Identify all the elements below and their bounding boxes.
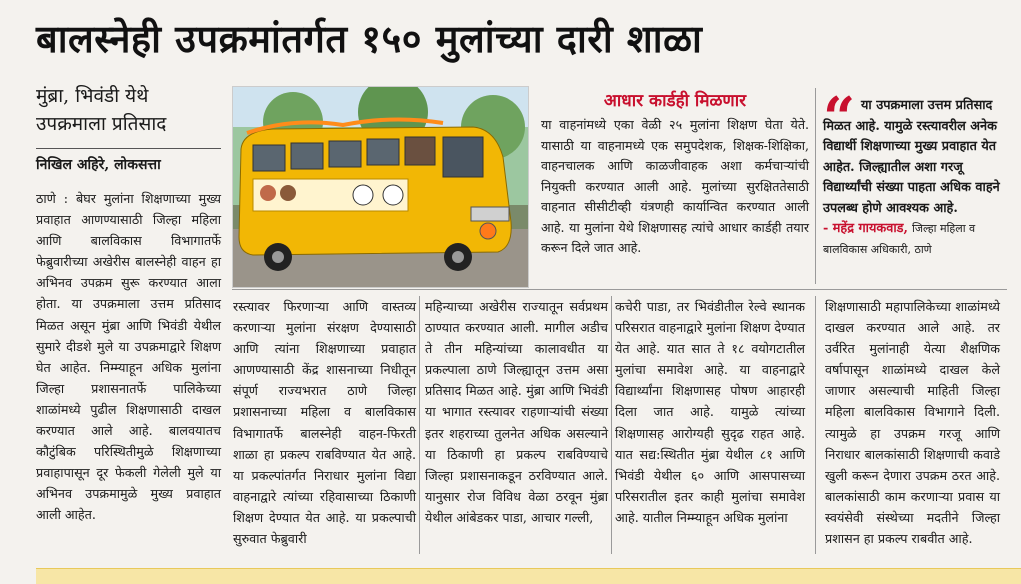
- bottom-strip: [36, 568, 1021, 584]
- byline: निखिल अहिरे, लोकसत्ता: [36, 157, 161, 173]
- pull-quote: [823, 85, 1003, 260]
- subheading: मुंब्रा, भिवंडी येथे उपक्रमाला प्रतिसाद: [36, 85, 167, 135]
- divider: [36, 148, 221, 149]
- sidebar-body: या वाहनांमध्ये एका वेळी २५ मुलांना शिक्षण घेता येते. यासाठी या वाहनामध्ये एक समुपदेशक, शिक्षक-शिक्षिका, वाहनचालक आणि काळजीवाहक अशा कर्मचाऱ्यांची नियुक्ती करण्यात आली आहे. मुलांच्या सुरक्षिततेसाठी वाहनात सीसीटीव्ही यंत्रणही कार्यान्वित करण्यात आली आहे. या मुलांना येथे शिक्षणासह त्यांचे आधार कार्डही तयार करून दिले जात आहे.: [541, 117, 809, 255]
- column-3-text: महिन्याच्या अखेरीस राज्यातून सर्वप्रथम ठाण्यात करण्यात आली. मागील अडीच ते तीन महिन्यांच्या कालावधीत या प्रकल्पाला ठाणे जिल्ह्यातून उत्तम असा प्रतिसाद मिळत आहे. मुंब्रा आणि भिवंडी या भागात रस्त्यावर राहणाऱ्यांची संख्या इतर शहराच्या तुलनेत अधिक असल्याने या ठिकाणी हा प्रकल्प राबविण्याचे जिल्हा प्रशासनाकडून ठरविण्यात आले. यानुसार रोज विविध वेळा ठरवून मुंब्रा येथील आंबेडकर पाडा, आचार गल्ली,: [425, 299, 608, 525]
- column-4-text: कचेरी पाडा, तर भिवंडीतील रेल्वे स्थानक परिसरात वाहनाद्वारे मुलांना शिक्षण देण्यात येत आहे. यात सात ते १८ वयोगटातील मुलांचा समावेश आहे. या वाहनाद्वारे विद्यार्थ्यांना शिक्षणासह पोषण आहारही दिला जात आहे. यामुळे त्यांच्या शिक्षणासह आरोग्यही सुदृढ राहत आहे. यात सद्य:स्थितीत मुंब्रा येथील ८१ आणि भिवंडी येथील ६० आणि आसपासच्या परिसरातील इतर काही मुलांचा समावेश आहे. यातील निम्म्याहून अधिक मुलांना: [615, 299, 805, 525]
- sidebar-title: आधार कार्डही मिळणार: [603, 91, 747, 111]
- article-column-3: [425, 296, 608, 528]
- column-divider: [419, 296, 420, 554]
- column-divider: [815, 296, 816, 554]
- aadhaar-sidebar-box: [541, 88, 809, 259]
- quote-author: - महेंद्र गायकवाड,: [823, 221, 908, 236]
- quote-author-role: जिल्हा महिला व बालविकास अधिकारी, ठाणे: [823, 222, 976, 256]
- column-2-text: रस्त्यावर फिरणाऱ्या आणि वास्तव्य करणाऱ्या मुलांना संरक्षण देण्यासाठी आणि त्यांना शिक्षणाच्या प्रवाहात आणण्यासाठी केंद्र शासनाच्या निधीतून संपूर्ण राज्यभरात ठाणे जिल्हा प्रशासनाच्या महिला व बालविकास विभागातर्फे बालस्नेही वाहन-फिरती शाळा हा प्रकल्प राबविण्यात येत आहे. या प्रकल्पांतर्गत निराधार मुलांना विद्या वाहनाद्वारे त्यांच्या रहिवासाच्या ठिकाणी शिक्षण देण्यात येत आहे. या प्रकल्पाची सुरुवात फेब्रुवारी: [233, 299, 416, 547]
- article-column-5: [825, 296, 1000, 549]
- school-bus-photo: [232, 86, 529, 288]
- section-divider: [232, 289, 1007, 290]
- article-column-2: [233, 296, 416, 549]
- school-bus-illustration: [233, 87, 528, 287]
- quote-divider: [815, 88, 816, 284]
- column-1-text: ठाणे : बेघर मुलांना शिक्षणाच्या मुख्य प्रवाहात आणण्यासाठी जिल्हा महिला आणि बालविकास विभागातर्फे फेब्रुवारीच्या अखेरीस बालस्नेही वाहन हा अभिनव उपक्रम सुरू करण्यात आला होता. या उपक्रमाला उत्तम प्रतिसाद मिळत असून मुंब्रा आणि भिवंडी येथील सुमारे दीडशे मुले या उपक्रमाद्वारे शिक्षण घेत आहेत. निम्म्याहून अधिक मुलांना जिल्हा प्रशासनातर्फे पालिकेच्या शाळांमध्ये पुढील शिक्षणासाठी दाखल करण्यात आले आहे. बालवयातच कौटुंबिक परिस्थितीमुळे शिक्षणाच्या प्रवाहापासून दूर फेकली गेलेली मुले या अभिनव उपक्रमामुळे मुख्य प्रवाहात आली आहेत.: [36, 191, 221, 523]
- column-5-text: शिक्षणासाठी महापालिकेच्या शाळांमध्ये दाखल करण्यात आले आहे. तर उर्वरित मुलांनाही येत्या शैक्षणिक वर्षापासून शाळांमध्ये दाखल केले जाणार असल्याची माहिती जिल्हा महिला बालविकास विभागाने दिली. त्यामुळे हा उपक्रम गरजू आणि निराधार बालकांसाठी शिक्षणाची कवाडे खुली करून देणारा उपक्रम ठरत आहे. बालकांसाठी काम करणाऱ्या प्रवास या स्वयंसेवी संस्थेच्या मदतीने जिल्हा प्रशासन हा प्रकल्प राबवीत आहे.: [825, 299, 1000, 547]
- article-column-4: [615, 296, 805, 528]
- article-column-1: [36, 188, 221, 526]
- quote-text: या उपक्रमाला उत्तम प्रतिसाद मिळत आहे. यामुळे रस्त्यावरील अनेक विद्यार्थी शिक्षणाच्या मुख्य प्रवाहात येत आहेत. जिल्ह्यातील अशा गरजू विद्यार्थ्यांची संख्या पाहता अधिक वाहने उपलब्ध होणे आवश्यक आहे.: [823, 98, 1000, 216]
- quote-mark-icon: “: [823, 85, 856, 151]
- headline: बालस्नेही उपक्रमांतर्गत १५० मुलांच्या दारी शाळा: [36, 16, 703, 61]
- column-divider: [611, 296, 612, 554]
